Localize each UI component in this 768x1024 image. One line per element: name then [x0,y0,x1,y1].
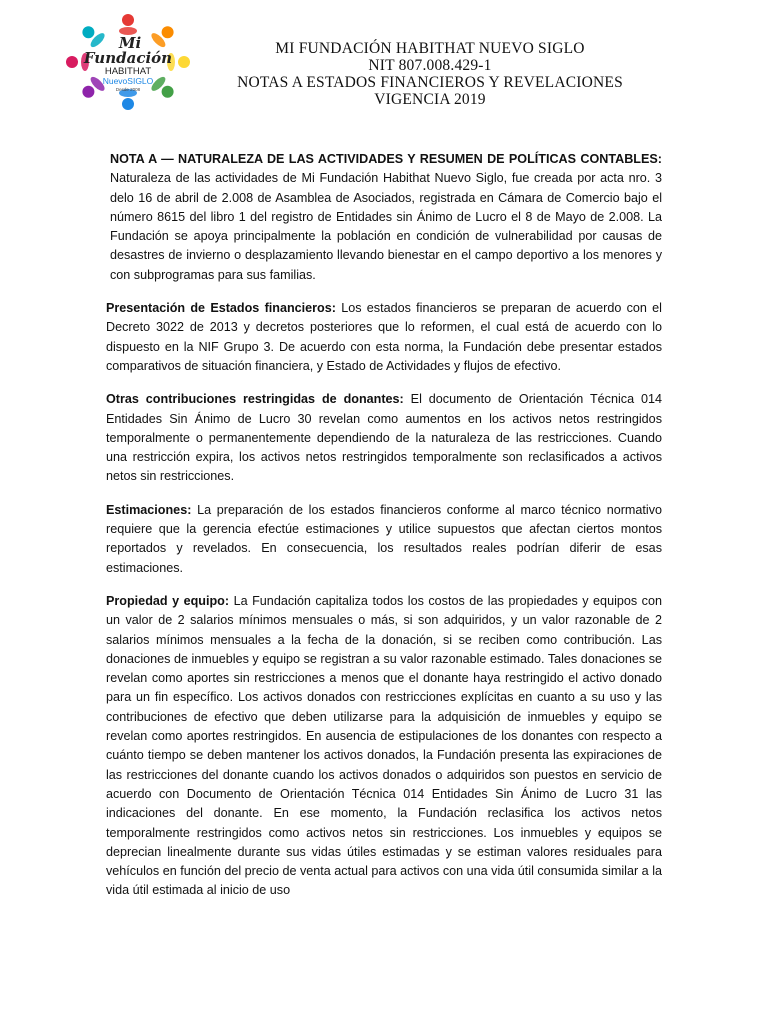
section-text: Los estados financieros se preparan de acuerdo con el Decreto 3022 de 2013 y decretos posteriores que lo reformen, el cual está de acuerdo con lo dispuesto en la NIF Grupo 3. De acuerdo con esta norma, la Fundación debe presentar estados comparativos de situación financiera, y Estado de Actividades y flujos de efectivo. [106,301,662,373]
title-foundation-name: MI FUNDACIÓN HABITHAT NUEVO SIGLO [275,40,585,57]
section-heading: Presentación de Estados financieros: [106,301,336,316]
section-text: La preparación de los estados financieros conforme al marco técnico normativo requiere que la gerencia efectúe estimaciones y utilice supuestos que afectan ciertos montos reportados y revelados. En consecuencia, los resultados reales podrían diferir de esas estimaciones. [106,502,662,575]
section-text: La Fundación capitaliza todos los costos de las propiedades y equipos con un valor de 2 salarios mínimos mensuales o más, si son adquiridos, y un valor razonable de 2 salarios mínimos mensuales a la fecha de la donación, si se reciben como contribución. Las donaciones de inmuebles y equipo se registran a su valor razonable estimado. Tales donaciones se revelan como aportes sin restricciones a menos que el donante haya restringido el activo donado para un fin específico. Los activos donados con restricciones explícitas en cuanto a su uso y las contribuciones de efectivo que deben utilizarse para la adquisición de inmuebles y equipo se revelan como aportes restringidos. En ausencia de estipulaciones de los donantes con respecto a cuánto tiempo se deben mantener los activos donados, la Fundación presenta las expiraciones de las restricciones del donante cuando los activos donados o adquiridos son puestos en servicio de acuerdo con Documento de Orientación Técnica 014 Entidades Sin Ánimo de Lucro 31 las indicaciones del donante. En ese momento, la Fundación reclasifica los activos netos temporalmente restringidos como activos netos sin restricciones. Los inmuebles y equipos se deprecian linealmente durante sus vidas útiles estimadas y se estiman valores residuales para vehículos en función del precio de venta actual para activos con una vida útil consumida similar a la vida útil estimada al inicio de uso [106,593,662,898]
document-title-block [0,40,768,108]
section-contribuciones [106,390,662,486]
title-vigencia: VIGENCIA 2019 [374,91,486,108]
section-heading: Propiedad y equipo: [106,593,230,608]
section-heading: NOTA A — NATURALEZA DE LAS ACTIVIDADES Y RESUMEN DE POLÍTICAS CONTABLES: [110,152,662,166]
section-text: Naturaleza de las actividades de Mi Fundación Habithat Nuevo Siglo, fue creada por acta nro. 3 delo 16 de abril de 2.008 de Asamblea de Asociados, registrada en Cámara de Comercio bajo el número 8615 del libro 1 del registro de Entidades sin Ánimo de Lucro el 8 de Mayo de 2.008. La Fundación se apoya principalmente la población en condición de vulnerabilidad por causas de desastres de invierno o desplazamiento llevando bienestar en el campo deportivo a los menores y con subprogramas para sus familias. [110,171,662,282]
document-body [106,150,662,915]
section-nota-a [106,150,662,285]
section-text: El documento de Orientación Técnica 014 Entidades Sin Ánimo de Lucro 30 revelan como aumentos en los activos netos restringidos temporalmente o permanentemente dependiendo de la naturaleza de las restricciones. Cuando una restricción expira, los activos netos restringidos temporalmente son reclasificados a activos netos sin restricciones. [106,392,663,484]
title-notes: NOTAS A ESTADOS FINANCIEROS Y REVELACIONES [237,74,623,91]
logo-person-head [162,26,174,38]
logo-text-mi: Mi [118,34,142,52]
logo-person-head [122,14,134,26]
logo-text-desde: Desde 2008 [115,87,141,92]
section-propiedad-equipo [106,592,662,901]
section-estimaciones [106,501,662,578]
logo-person-head [82,26,94,38]
document-header [0,0,768,140]
logo-text-habithat: HABITHAT [104,66,152,77]
logo-text-nuevo-siglo: NuevoSIGLO [102,76,154,86]
title-nit: NIT 807.008.429-1 [368,57,492,74]
section-heading: Estimaciones: [106,502,192,517]
section-presentacion [106,299,662,376]
logo-text-fundacion: Fundación [83,49,173,67]
section-heading: Otras contribuciones restringidas de donantes: [106,392,404,407]
